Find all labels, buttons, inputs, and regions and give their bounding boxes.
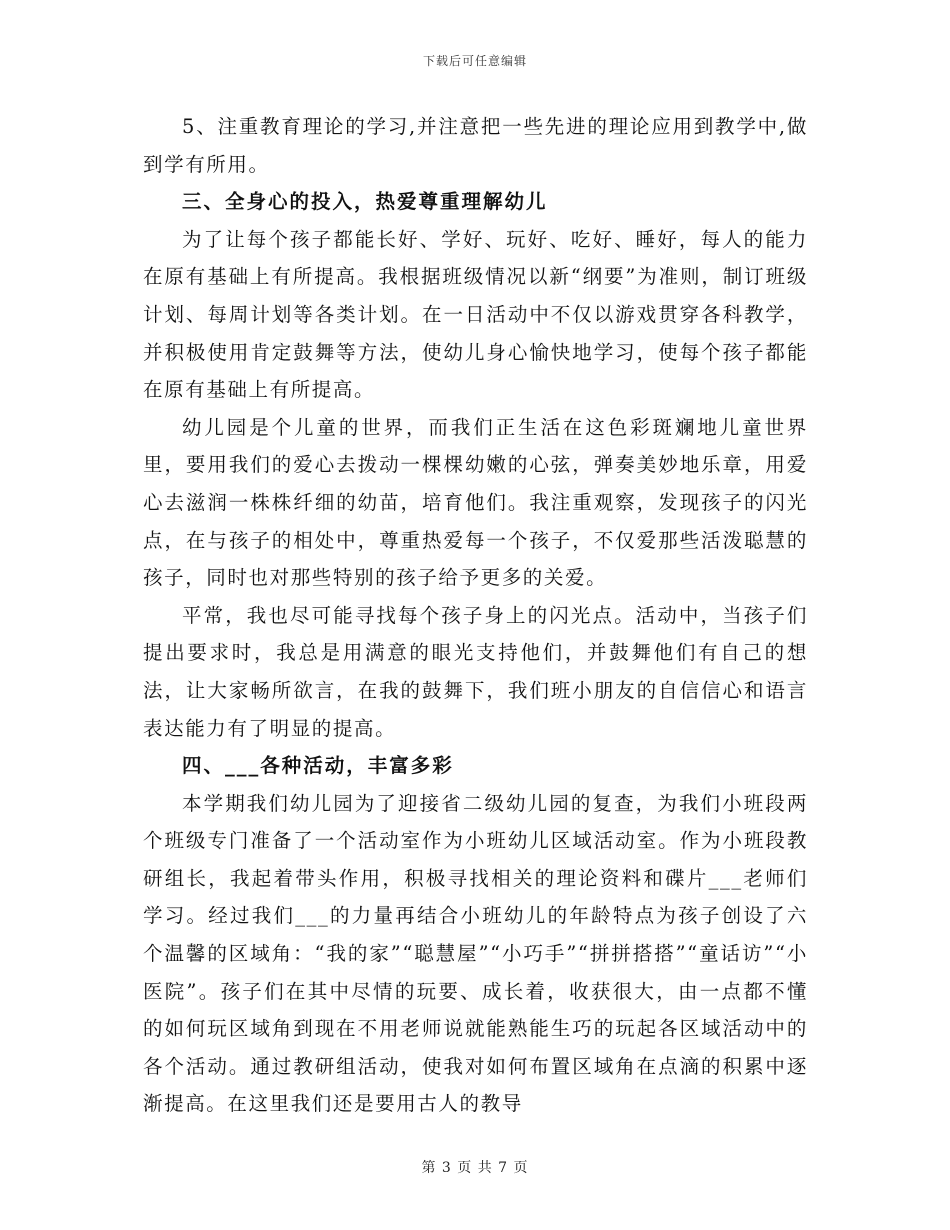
document-body — [143, 108, 808, 1123]
paragraph-activities: 本学期我们幼儿园为了迎接省二级幼儿园的复查，为我们小班段两个班级专门准备了一个活动室作为小班幼儿区域活动室。作为小班段教研组长，我起着带头作用，积极寻找相关的理论资料和碟片___老师们学习。经过我们___的力量再结合小班幼儿的年龄特点为孩子创设了六个温馨的区域角：“我的家”“聪慧屋”“小巧手”“拼拼搭搭”“童话访”“小医院”。孩子们在其中尽情的玩要、成长着，收获很大，由一点都不懂的如何玩区域角到现在不用老师说就能熟能生巧的玩起各区域活动中的各个活动。通过教研组活动，使我对如何布置区域角在点滴的积累中逐渐提高。在这里我们还是要用古人的教导 — [143, 791, 808, 1116]
paragraph-kindergarten-world: 幼儿园是个儿童的世界，而我们正生活在这色彩斑斓地儿童世界里，要用我们的爱心去拨动一棵棵幼嫩的心弦，弹奏美妙地乐章，用爱心去滋润一株株纤细的幼苗，培育他们。我注重观察，发现孩子的闪光点，在与孩子的相处中，尊重热爱每一个孩子，不仅爱那些活泼聪慧的孩子，同时也对那些特别的孩子给予更多的关爱。 — [143, 415, 808, 590]
section-heading-4: 四、___各种活动，丰富多彩 — [182, 754, 454, 778]
page-header: 下载后可任意编辑 — [422, 54, 527, 68]
section-heading-3: 三、全身心的投入，热爱尊重理解幼儿 — [182, 190, 548, 214]
page-number-footer: 第 3 页 共 7 页 — [421, 1160, 529, 1176]
paragraph-5: 5、注重教育理论的学习,并注意把一些先进的理论应用到教学中,做到学有所用。 — [143, 115, 808, 176]
paragraph-everyday-praise: 平常，我也尽可能寻找每个孩子身上的闪光点。活动中，当孩子们提出要求时，我总是用满意的眼光支持他们，并鼓舞他们有自己的想法，让大家畅所欲言，在我的鼓舞下，我们班小朋友的自信信心和语言表达能力有了明显的提高。 — [143, 603, 808, 740]
paragraph-care-children: 为了让每个孩子都能长好、学好、玩好、吃好、睡好，每人的能力在原有基础上有所提高。我根据班级情况以新“纲要”为准则，制订班级计划、每周计划等各类计划。在一日活动中不仅以游戏贯穿各科教学，并积极使用肯定鼓舞等方法，使幼儿身心愉快地学习，使每个孩子都能在原有基础上有所提高。 — [143, 227, 808, 402]
